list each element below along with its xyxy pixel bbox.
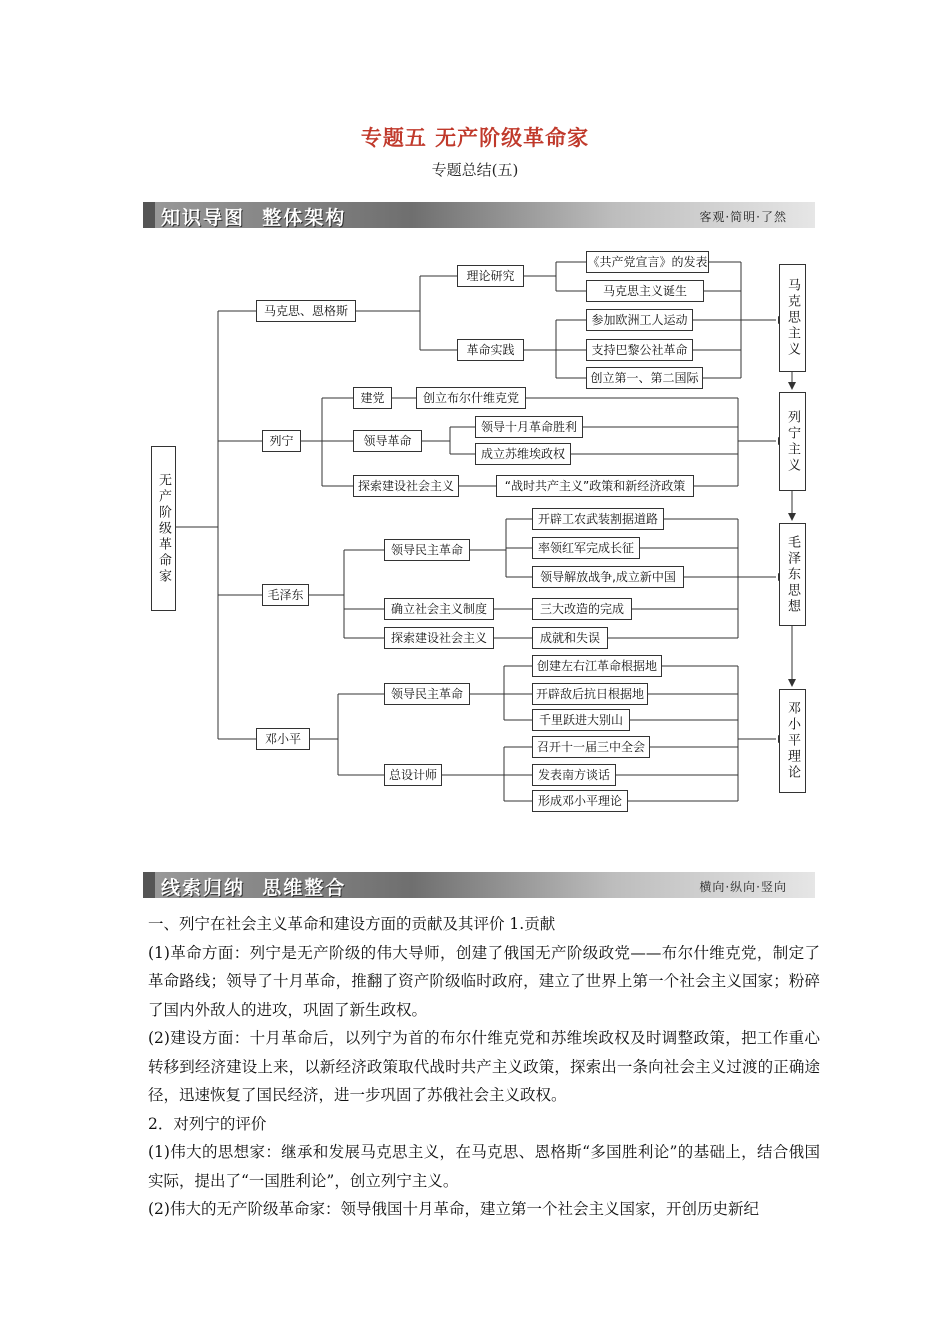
paragraph: (1)革命方面：列宁是无产阶级的伟大导师，创建了俄国无产阶级政党——布尔什维克党，制定了革命路线；领导了十月革命，推翻了资产阶级临时政府，建立了世界上第一个社会主义国家；粉碎了国内外敌人的进攻，巩固了新生政权。 [148, 943, 820, 1019]
node-war-communism-nep: “战时共产主义”政策和新经济政策 [496, 475, 694, 497]
node-three-transformations: 三大改造的完成 [532, 598, 632, 620]
banner-tagline: 横向·纵向·竖向 [699, 880, 787, 894]
node-deng: 邓小平 [256, 728, 310, 750]
node-long-march: 率领红军完成长征 [532, 537, 640, 559]
node-deng-democratic-revolution: 领导民主革命 [384, 683, 470, 705]
paragraph: 一、列宁在社会主义革命和建设方面的贡献及其评价 1.贡献 [148, 915, 556, 933]
node-bolshevik-party: 创立布尔什维克党 [416, 387, 526, 409]
paragraph: (1)伟大的思想家：继承和发展马克思主义，在马克思、恩格斯“多国胜利论”的基础上，结合俄国实际，提出了“一国胜利论”，创立列宁主义。 [148, 1143, 820, 1190]
page-title: 专题五 无产阶级革命家 [360, 125, 590, 150]
node-zuoyoujiang-base: 创建左右江革命根据地 [532, 655, 662, 677]
banner-tagline: 客观·简明·了然 [699, 210, 787, 224]
paragraph: (2)建设方面：十月革命后，以列宁为首的布尔什维克党和苏维埃政权及时调整政策，把工作重心转移到经济建设上来，以新经济政策取代战时共产主义政策，探索出一条向社会主义过渡的正确途径，迅速恢复了国民经济，进一步巩固了苏俄社会主义政权。 [148, 1029, 820, 1104]
node-lenin: 列宁 [262, 430, 301, 452]
node-mao-explore-socialism: 探索建设社会主义 [384, 627, 494, 649]
node-liberation-war: 领导解放战争,成立新中国 [532, 566, 684, 588]
paragraph: 2．对列宁的评价 [148, 1114, 267, 1133]
banner-title: 知识导图 整体架构 [161, 207, 347, 229]
body-text [148, 910, 820, 1224]
section-banner-clue-summary [143, 872, 815, 898]
node-third-plenum: 召开十一届三中全会 [532, 736, 650, 758]
node-explore-socialism: 探索建设社会主义 [353, 475, 459, 497]
node-theory-research: 理论研究 [457, 265, 524, 287]
node-dabie-mountains: 千里跃进大别山 [532, 709, 630, 731]
node-soviet-regime: 成立苏维埃政权 [475, 443, 571, 465]
node-deng-theory-formed: 形成邓小平理论 [532, 790, 628, 812]
theory-marxism: 马克思主义 [779, 264, 806, 372]
node-chief-architect: 总设计师 [384, 764, 442, 786]
node-achievements-mistakes: 成就和失误 [532, 627, 608, 649]
node-establish-socialism: 确立社会主义制度 [384, 598, 494, 620]
node-paris-commune: 支持巴黎公社革命 [586, 339, 693, 361]
paragraph: (2)伟大的无产阶级革命家：领导俄国十月革命，建立第一个社会主义国家，开创历史新纪 [148, 1200, 759, 1218]
node-marxism-born: 马克思主义诞生 [586, 280, 704, 302]
node-october-revolution: 领导十月革命胜利 [475, 416, 583, 438]
node-armed-base: 开辟工农武装割据道路 [532, 508, 664, 530]
node-workers-movement: 参加欧洲工人运动 [586, 309, 693, 331]
banner-title: 线索归纳 思维整合 [161, 877, 347, 899]
root-node: 无产阶级革命家 [151, 446, 176, 611]
node-party-building: 建党 [353, 387, 392, 409]
node-marx-engels: 马克思、恩格斯 [256, 300, 356, 322]
node-southern-talks: 发表南方谈话 [532, 764, 616, 786]
theory-leninism: 列宁主义 [779, 392, 806, 491]
node-manifesto: 《共产党宣言》的发表 [586, 251, 709, 273]
page-subtitle: 专题总结(五) [431, 161, 519, 179]
theory-mao-thought: 毛泽东思想 [779, 523, 806, 626]
node-anti-japanese-base: 开辟敌后抗日根据地 [532, 683, 648, 705]
node-lead-revolution: 领导革命 [353, 430, 422, 452]
theory-deng-theory: 邓小平理论 [779, 689, 806, 793]
node-mao: 毛泽东 [262, 584, 309, 606]
node-mao-democratic-revolution: 领导民主革命 [384, 539, 470, 561]
node-internationals: 创立第一、第二国际 [586, 367, 703, 389]
node-revolution-practice: 革命实践 [457, 339, 524, 361]
